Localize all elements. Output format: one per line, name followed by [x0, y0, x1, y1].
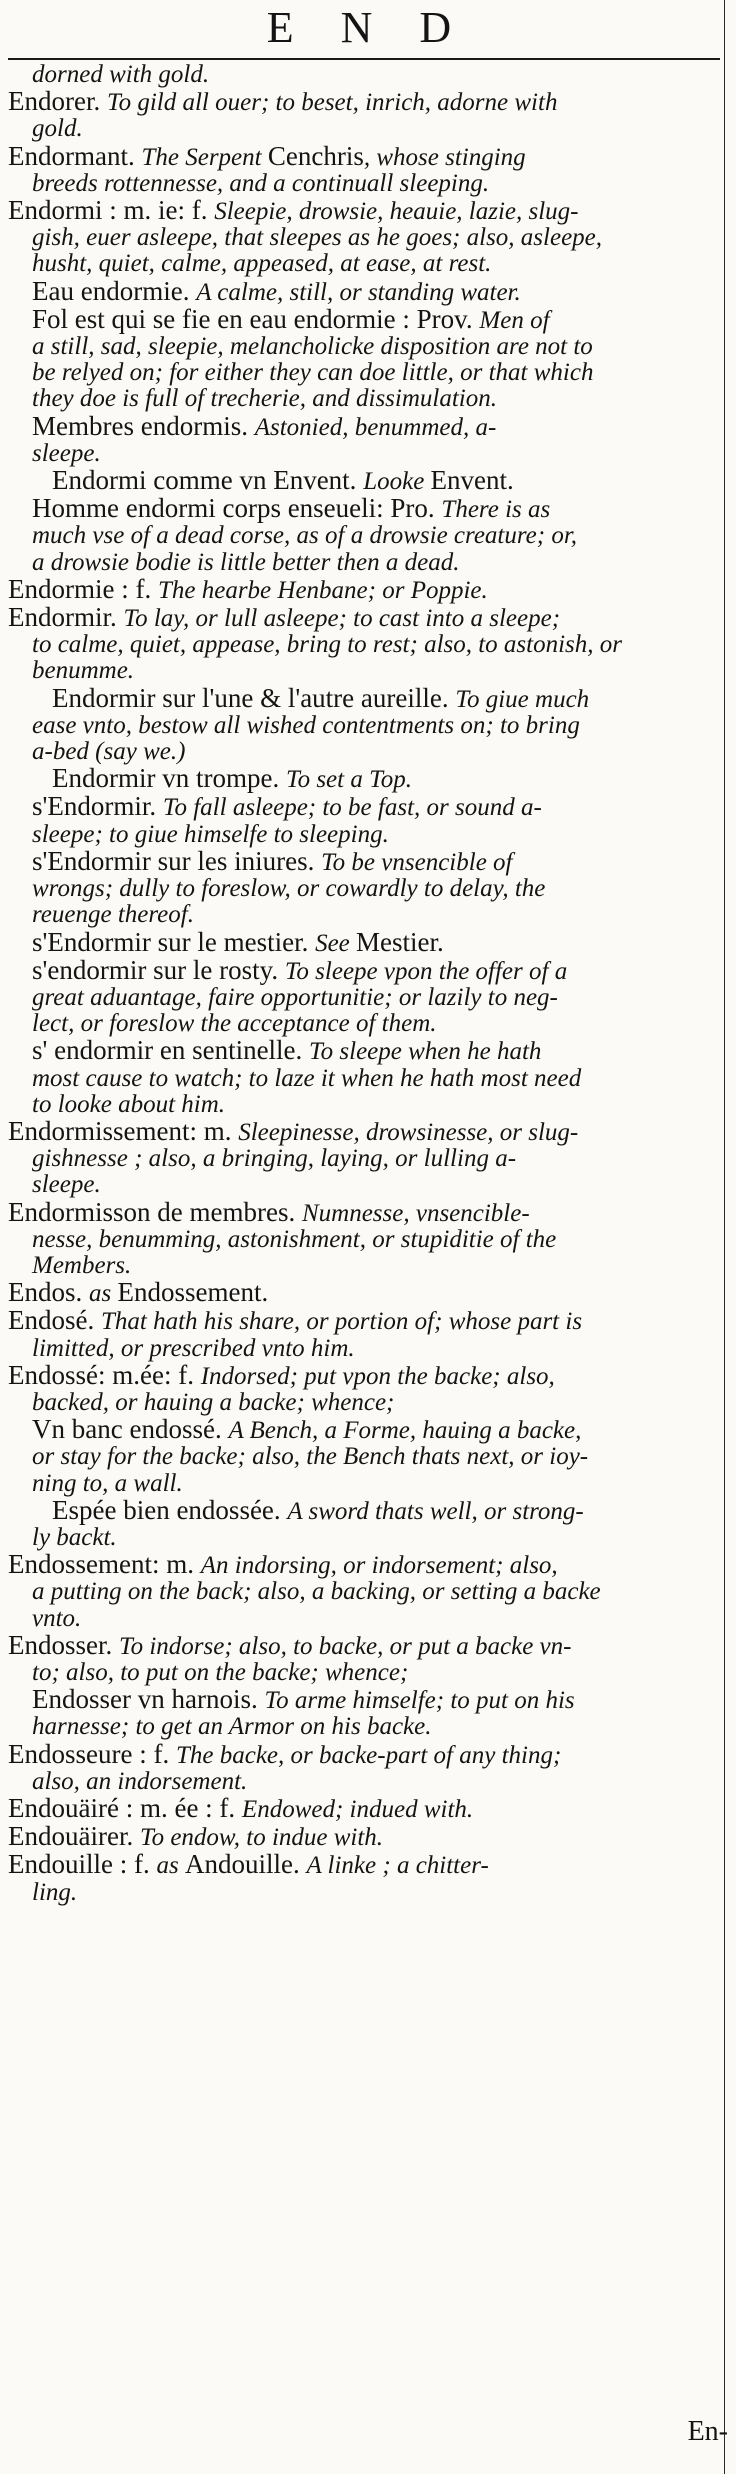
- gloss-text: Indorsed; put vpon the backe; also,: [200, 1362, 555, 1390]
- gloss-text: a drowsie bodie is little better then a dead.: [32, 548, 460, 576]
- gloss-text: be relyed on; for either they can doe little, or that which: [32, 359, 594, 387]
- headword-text: Endormir sur l'une & l'autre aureille.: [52, 682, 456, 713]
- entry-line: [8, 658, 722, 684]
- headword-text: s'endormir sur le rosty.: [32, 954, 285, 985]
- headword-text: Endormi comme vn Envent.: [52, 465, 364, 496]
- headword-text: Endosser vn harnois.: [32, 1684, 265, 1715]
- headword-text: Cenchris: [267, 140, 364, 171]
- catchword: En-: [687, 2416, 728, 2447]
- headword-text: Endormisson de membres.: [8, 1196, 302, 1227]
- gloss-text: To lay, or lull asleepe; to cast into a sleepe;: [123, 605, 561, 633]
- entry-line: [8, 550, 722, 576]
- entry-line: [8, 275, 722, 306]
- entry-line: [8, 1769, 722, 1795]
- headword-text: Endosé.: [8, 1305, 101, 1336]
- entry-line: [8, 876, 722, 902]
- headword-text: Endormir vn trompe.: [52, 763, 286, 794]
- headword-text: Endosseure : f.: [8, 1738, 176, 1769]
- headword-text: s'Endormir sur le mestier.: [32, 926, 316, 957]
- gloss-text: A linke ; a chitter-: [306, 1852, 489, 1880]
- headword-text: Homme endormi corps enseueli: Pro.: [32, 493, 442, 524]
- entry-line: [8, 1525, 722, 1551]
- gloss-text: sleepe.: [32, 1171, 101, 1199]
- gloss-text: A calme, still, or standing water.: [196, 278, 521, 306]
- gloss-text: ly backt.: [32, 1523, 117, 1551]
- gloss-text: as: [156, 1852, 185, 1880]
- headword-text: Endossement.: [117, 1277, 269, 1308]
- entry-line: [8, 604, 722, 632]
- running-head: E N D: [266, 3, 470, 52]
- headword-text: Eau endormie.: [32, 275, 197, 306]
- headword-text: Endormissement: m.: [8, 1115, 239, 1146]
- entry-line: [8, 1011, 722, 1037]
- entry-line: [8, 985, 722, 1011]
- gloss-text: benumme.: [32, 657, 135, 685]
- headword-text: Endormi : m. ie: f.: [8, 195, 215, 226]
- gloss-text: breeds rottennesse, and a continuall sleeping.: [32, 169, 490, 197]
- gloss-text: Astonied, benummed, a-: [254, 413, 497, 441]
- headword-text: Endorer.: [8, 86, 107, 117]
- entry-line: [8, 954, 722, 985]
- gloss-text: to looke about him.: [32, 1090, 226, 1118]
- gloss-text: sleepe.: [32, 439, 101, 467]
- entry-line: [8, 386, 722, 412]
- gloss-text: a-bed (say we.): [32, 738, 186, 766]
- entry-line: [8, 1494, 722, 1525]
- gloss-text: There is as: [441, 496, 551, 524]
- entry-line: [8, 1823, 722, 1851]
- entry-line: [8, 1660, 722, 1686]
- gloss-text: sleepe; to giue himselfe to sleeping.: [32, 820, 389, 848]
- entry-line: [8, 1714, 722, 1740]
- entry-line: [8, 1092, 722, 1118]
- entry-line: [8, 793, 722, 821]
- gloss-text: to; also, to put on the backe; whence;: [32, 1658, 409, 1686]
- gloss-text: Looke: [363, 468, 431, 496]
- gloss-text: An indorsing, or indorsement; also,: [200, 1552, 558, 1580]
- entry-line: [8, 303, 722, 334]
- entry-line: [8, 1471, 722, 1497]
- entry-line: [8, 1416, 722, 1444]
- headword-text: Endormant.: [8, 140, 142, 171]
- headword-text: Endormie : f.: [8, 573, 158, 604]
- headword-text: s' endormir en sentinelle.: [32, 1035, 310, 1066]
- entry-line: [8, 495, 722, 523]
- entry-line: [8, 1279, 722, 1307]
- gloss-text: limitted, or prescribed vnto him.: [32, 1334, 355, 1362]
- entry-line: [8, 1359, 722, 1390]
- gloss-text: husht, quiet, calme, appeased, at ease, at rest.: [32, 250, 492, 278]
- gloss-text: To giue much: [455, 685, 590, 713]
- headword-text: Mestier.: [356, 926, 444, 957]
- entry-line: [8, 171, 722, 197]
- gloss-text: or stay for the backe; also, the Bench thats next, or ioy-: [32, 1443, 589, 1471]
- headword-text: Endos.: [8, 1277, 89, 1308]
- gloss-text: The Serpent: [141, 143, 268, 171]
- entry-line: [8, 713, 722, 739]
- entry-line: [8, 1196, 722, 1227]
- gloss-text: To sleepe when he hath: [309, 1038, 542, 1066]
- gloss-text: To sleepe vpon the offer of a: [284, 957, 568, 985]
- gloss-text: great aduantage, faire opportunitie; or lazily to neg-: [32, 983, 558, 1011]
- entry-line: [8, 632, 722, 658]
- entry-line: [8, 1172, 722, 1198]
- entry-line: [8, 441, 722, 467]
- gloss-text: nesse, benumming, astonishment, or stupiditie of the: [32, 1225, 557, 1253]
- entry-line: [8, 251, 722, 277]
- gloss-text: a still, sad, sleepie, melancholicke disposition are not to: [32, 333, 593, 361]
- entry-line: [8, 1880, 722, 1906]
- headword-text: s'Endormir.: [32, 791, 163, 822]
- gloss-text: a putting on the back; also, a backing, or setting a backe: [32, 1578, 601, 1606]
- gloss-text: To endow, to indue with.: [139, 1824, 384, 1852]
- gloss-text: vnto.: [32, 1604, 82, 1632]
- gloss-text: backed, or hauing a backe; whence;: [32, 1388, 395, 1416]
- gloss-text: harnesse; to get an Armor on his backe.: [32, 1713, 432, 1741]
- gloss-text: The backe, or backe-part of any thing;: [175, 1741, 562, 1769]
- gloss-text: Men of: [479, 306, 550, 334]
- gloss-text: gish, euer asleepe, that sleepes as he goes; also, asleepe,: [32, 224, 603, 252]
- gloss-text: reuenge thereof.: [32, 901, 194, 929]
- headword-text: Endosser.: [8, 1629, 119, 1660]
- headword-text: Endouille : f.: [8, 1849, 157, 1880]
- entry-line: [8, 1336, 722, 1362]
- gloss-text: Members.: [32, 1251, 132, 1279]
- headword-text: Envent.: [430, 465, 514, 496]
- entry-line: [8, 765, 722, 793]
- gloss-text: See: [315, 929, 357, 957]
- gloss-text: Sleepie, drowsie, heauie, lazie, slug-: [214, 198, 579, 226]
- entry-line: [8, 140, 722, 171]
- gloss-text: also, an indorsement.: [32, 1767, 248, 1795]
- entry-line: [8, 1551, 722, 1579]
- gloss-text: , whose stinging: [363, 143, 526, 171]
- entry-line: [8, 523, 722, 549]
- entry-line: [8, 88, 722, 116]
- entry-line: [8, 1795, 722, 1823]
- entry-line: [8, 1115, 722, 1146]
- gloss-text: To set a Top.: [285, 766, 412, 794]
- headword-text: Endouäirer.: [8, 1821, 140, 1852]
- entry-line: [8, 1738, 722, 1769]
- gloss-text: gishnesse ; also, a bringing, laying, or lulling a-: [32, 1145, 517, 1173]
- entry-line: [8, 573, 722, 604]
- entry-line: [8, 1066, 722, 1092]
- gloss-text: as: [89, 1280, 118, 1308]
- entry-line: [8, 1444, 722, 1470]
- gloss-text: ease vnto, bestow all wished contentments on; to bring: [32, 711, 580, 739]
- entry-line: [8, 1579, 722, 1605]
- entry-line: [8, 845, 722, 876]
- headword-text: Endossement: m.: [8, 1549, 201, 1580]
- headword-text: Espée bien endossée.: [52, 1494, 288, 1525]
- entry-line: [8, 1851, 722, 1879]
- entry-line: [8, 197, 722, 225]
- headword-text: Membres endormis.: [32, 410, 255, 441]
- entry-line: [8, 225, 722, 251]
- gloss-text: much vse of a dead corse, as of a drowsie creature; or,: [32, 522, 578, 550]
- gloss-text: Numnesse, vnsencible-: [301, 1199, 530, 1227]
- entry-line: [8, 682, 722, 713]
- dictionary-entries: [8, 62, 722, 1906]
- gloss-text: To arme himselfe; to put on his: [264, 1687, 575, 1715]
- headword-text: Endouäiré : m. ée : f.: [8, 1793, 242, 1823]
- gloss-text: to calme, quiet, appease, bring to rest; also, to astonish, or: [32, 631, 623, 659]
- gloss-text: A Bench, a Forme, hauing a backe,: [228, 1417, 582, 1445]
- gloss-text: Sleepinesse, drowsinesse, or slug-: [238, 1118, 579, 1146]
- gloss-text: dorned with gold.: [32, 61, 210, 88]
- entry-line: [8, 1606, 722, 1632]
- header-rule: [8, 58, 720, 60]
- gloss-text: most cause to watch; to laze it when he hath most need: [32, 1064, 582, 1092]
- entry-line: [8, 1629, 722, 1660]
- entry-line: [8, 1686, 722, 1714]
- headword-text: Fol est qui se fie en eau endormie : Prov.: [32, 303, 480, 334]
- headword-text: Andouille.: [184, 1849, 307, 1880]
- gloss-text: gold.: [32, 115, 83, 143]
- gloss-text: To indorse; also, to backe, or put a backe vn-: [119, 1632, 572, 1660]
- gloss-text: To be vnsencible of: [321, 848, 513, 876]
- entry-line: [8, 410, 722, 441]
- headword-text: s'Endormir sur les iniures.: [32, 845, 322, 876]
- entry-line: [8, 822, 722, 848]
- headword-text: Endormir.: [8, 602, 124, 633]
- right-margin-rule: [724, 0, 725, 2474]
- entry-line: [8, 334, 722, 360]
- headword-text: Vn banc endossé.: [32, 1414, 229, 1445]
- gloss-text: Endowed; indued with.: [241, 1796, 474, 1823]
- headword-text: Endossé: m.ée: f.: [8, 1359, 201, 1390]
- entry-line: [8, 1307, 722, 1335]
- entry-line: [8, 1390, 722, 1416]
- gloss-text: A sword thats well, or strong-: [287, 1497, 584, 1525]
- entry-line: [8, 1037, 722, 1065]
- gloss-text: ning to, a wall.: [32, 1469, 183, 1497]
- entry-line: [8, 926, 722, 957]
- entry-line: [8, 739, 722, 765]
- gloss-text: That hath his share, or portion of; whose part is: [100, 1308, 583, 1336]
- gloss-text: To gild all ouer; to beset, inrich, adorne with: [106, 89, 558, 117]
- gloss-text: To fall asleepe; to be fast, or sound a-: [162, 794, 542, 822]
- entry-line: [8, 467, 722, 495]
- gloss-text: The hearbe Henbane; or Poppie.: [157, 576, 488, 604]
- entry-line: [8, 62, 722, 88]
- entry-line: [8, 1146, 722, 1172]
- gloss-text: lect, or foreslow the acceptance of them.: [32, 1010, 437, 1038]
- entry-line: [8, 116, 722, 142]
- entry-line: [8, 902, 722, 928]
- entry-line: [8, 1253, 722, 1279]
- gloss-text: they doe is full of trecherie, and dissimulation.: [32, 385, 497, 413]
- gloss-text: wrongs; dully to foreslow, or cowardly to delay, the: [32, 875, 546, 903]
- entry-line: [8, 360, 722, 386]
- gloss-text: ling.: [32, 1878, 78, 1906]
- entry-line: [8, 1227, 722, 1253]
